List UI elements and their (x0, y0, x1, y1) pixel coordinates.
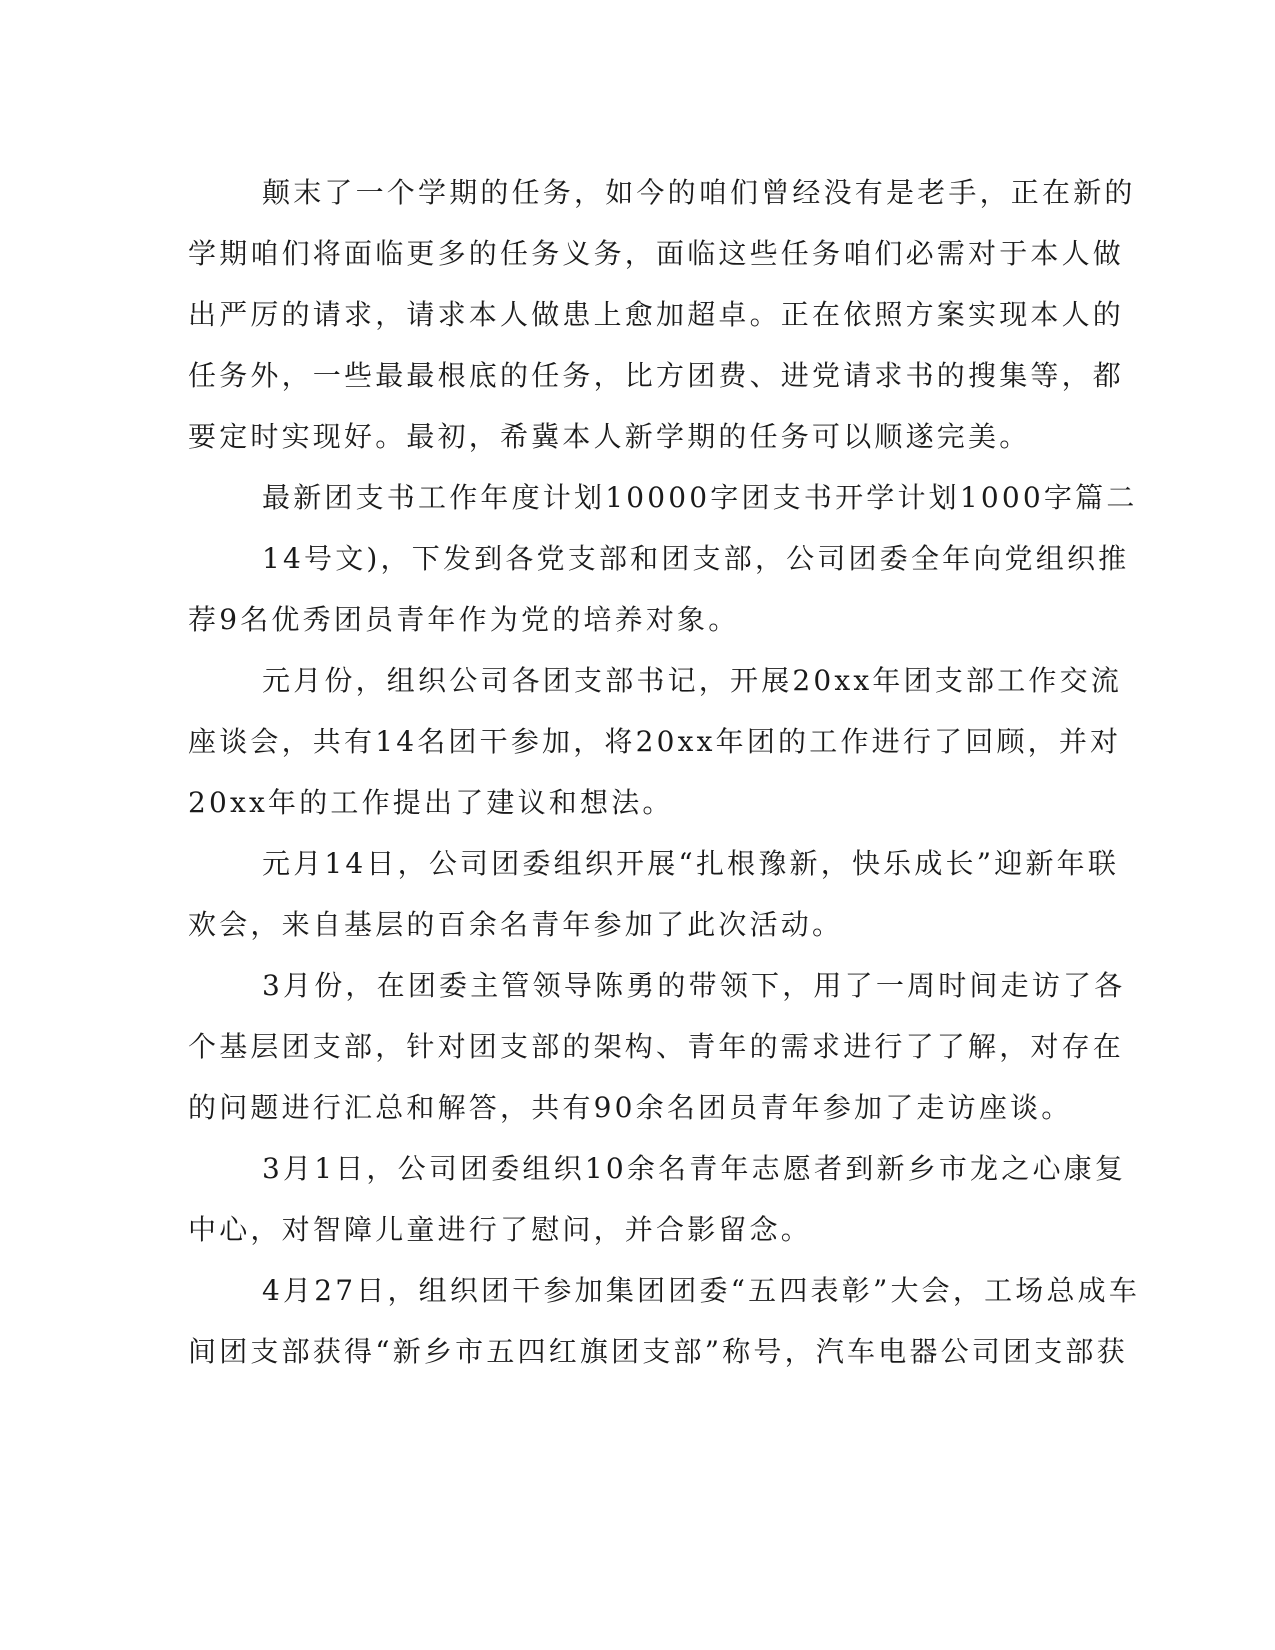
text-line: 20xx年的工作提出了建议和想法。 (188, 786, 674, 819)
text-line: 欢会，来自基层的百余名青年参加了此次活动。 (188, 908, 844, 941)
text-line: 3月份，在团委主管领导陈勇的带领下，用了一周时间走访了各 (262, 969, 1126, 1002)
text-line: 中心，对智障儿童进行了慰问，并合影留念。 (188, 1213, 813, 1246)
text-line: 间团支部获得“新乡市五四红旗团支部”称号，汽车电器公司团支部获 (188, 1335, 1128, 1368)
text-line: 荐9名优秀团员青年作为党的培养对象。 (188, 603, 740, 636)
body-text (188, 162, 1141, 1382)
section-heading-line: 最新团支书工作年度计划10000字团支书开学计划1000字篇二 (262, 481, 1138, 514)
text-line: 个基层团支部，针对团支部的架构、青年的需求进行了了解，对存在 (188, 1030, 1125, 1063)
text-line: 的问题进行汇总和解答，共有90余名团员青年参加了走访座谈。 (188, 1091, 1073, 1124)
text-line: 颠末了一个学期的任务，如今的咱们曾经没有是老手，正在新的 (262, 176, 1136, 209)
text-line: 3月1日，公司团委组织10余名青年志愿者到新乡市龙之心康复 (262, 1152, 1127, 1185)
text-line: 学期咱们将面临更多的任务义务，面临这些任务咱们必需对于本人做 (188, 237, 1125, 270)
text-line: 4月27日，组织团干参加集团团委“五四表彰”大会，工场总成车 (262, 1274, 1141, 1307)
text-line: 要定时实现好。最初，希冀本人新学期的任务可以顺遂完美。 (188, 420, 1031, 453)
text-line: 14号文)，下发到各党支部和团支部，公司团委全年向党组织推 (262, 542, 1130, 575)
text-line: 座谈会，共有14名团干参加，将20xx年团的工作进行了回顾，并对 (188, 725, 1122, 758)
text-line: 元月份，组织公司各团支部书记，开展20xx年团支部工作交流 (262, 664, 1123, 697)
text-line: 出严厉的请求，请求本人做患上愈加超卓。正在依照方案实现本人的 (188, 298, 1125, 331)
text-line: 任务外，一些最最根底的任务，比方团费、进党请求书的搜集等，都 (188, 359, 1125, 392)
text-line: 元月14日，公司团委组织开展“扎根豫新，快乐成长”迎新年联 (262, 847, 1120, 880)
